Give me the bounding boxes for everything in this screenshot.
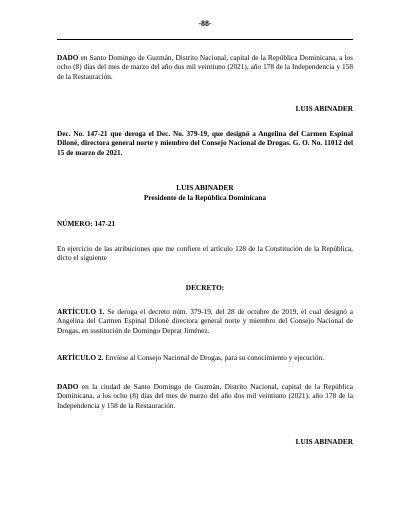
dado-paragraph-1 [57, 53, 353, 81]
signature-1: LUIS ABINADER [295, 104, 353, 113]
header-title: Presidente de la República Dominicana [143, 193, 267, 202]
signature-2: LUIS ABINADER [295, 437, 353, 446]
articulo-1-label: ARTÍCULO 1. [57, 307, 105, 316]
page-number: -88- [198, 19, 212, 28]
preamble: En ejercicio de las atribuciones que me confiere el artículo 128 de la Constitución de la República, dicto el siguiente [57, 244, 353, 263]
articulo-2 [57, 353, 353, 362]
articulo-2-text: Envíese al Consejo Nacional de Drogas, para su conocimiento y ejecución. [103, 353, 325, 362]
header-name: LUIS ABINADER [176, 183, 234, 192]
decreto-heading: DECRETO: [185, 283, 225, 292]
dado-label-1: DADO [57, 53, 79, 62]
dado-paragraph-2 [57, 382, 353, 410]
decree-summary: Dec. No. 147-21 que deroga el Dec. No. 379-19, que designó a Angelina del Carmen Espinal Diloné, directora general norte y miembro del Consejo Nacional de Drogas. G. O. No. 11012 del 15 de marzo de 2021. [57, 129, 353, 157]
articulo-1-text: Se deroga el decreto núm. 379-19, del 28 de octubre de 2019, el cual designó a Angelina del Carmen Espinal Diloné directora general norte y miembro del Consejo Nacional de Drogas, en sustitución de Domingo Deprat Jiménez. [57, 307, 353, 335]
header-rule [57, 39, 353, 40]
dado-text-1: en Santo Domingo de Guzmán, Distrito Nacional, capital de la República Dominicana, a los ocho (8) días del mes de marzo del año dos mil veintiuno (2021), año 178 de la Independencia y 158 de la Restauración. [57, 53, 353, 81]
decree-number: NÚMERO: 147-21 [57, 219, 116, 228]
articulo-2-label: ARTÍCULO 2. [57, 353, 104, 362]
dado-text-2: en la ciudad de Santo Domingo de Guzmán, Distrito Nacional, capital de la República Dominicana, a los ocho (8) días del mes de marzo del año dos mil veintiuno (2021); año 178 de la Independencia y 158 de la Restauración. [57, 382, 353, 410]
dado-label-2: DADO [57, 382, 79, 391]
articulo-1 [57, 307, 353, 335]
